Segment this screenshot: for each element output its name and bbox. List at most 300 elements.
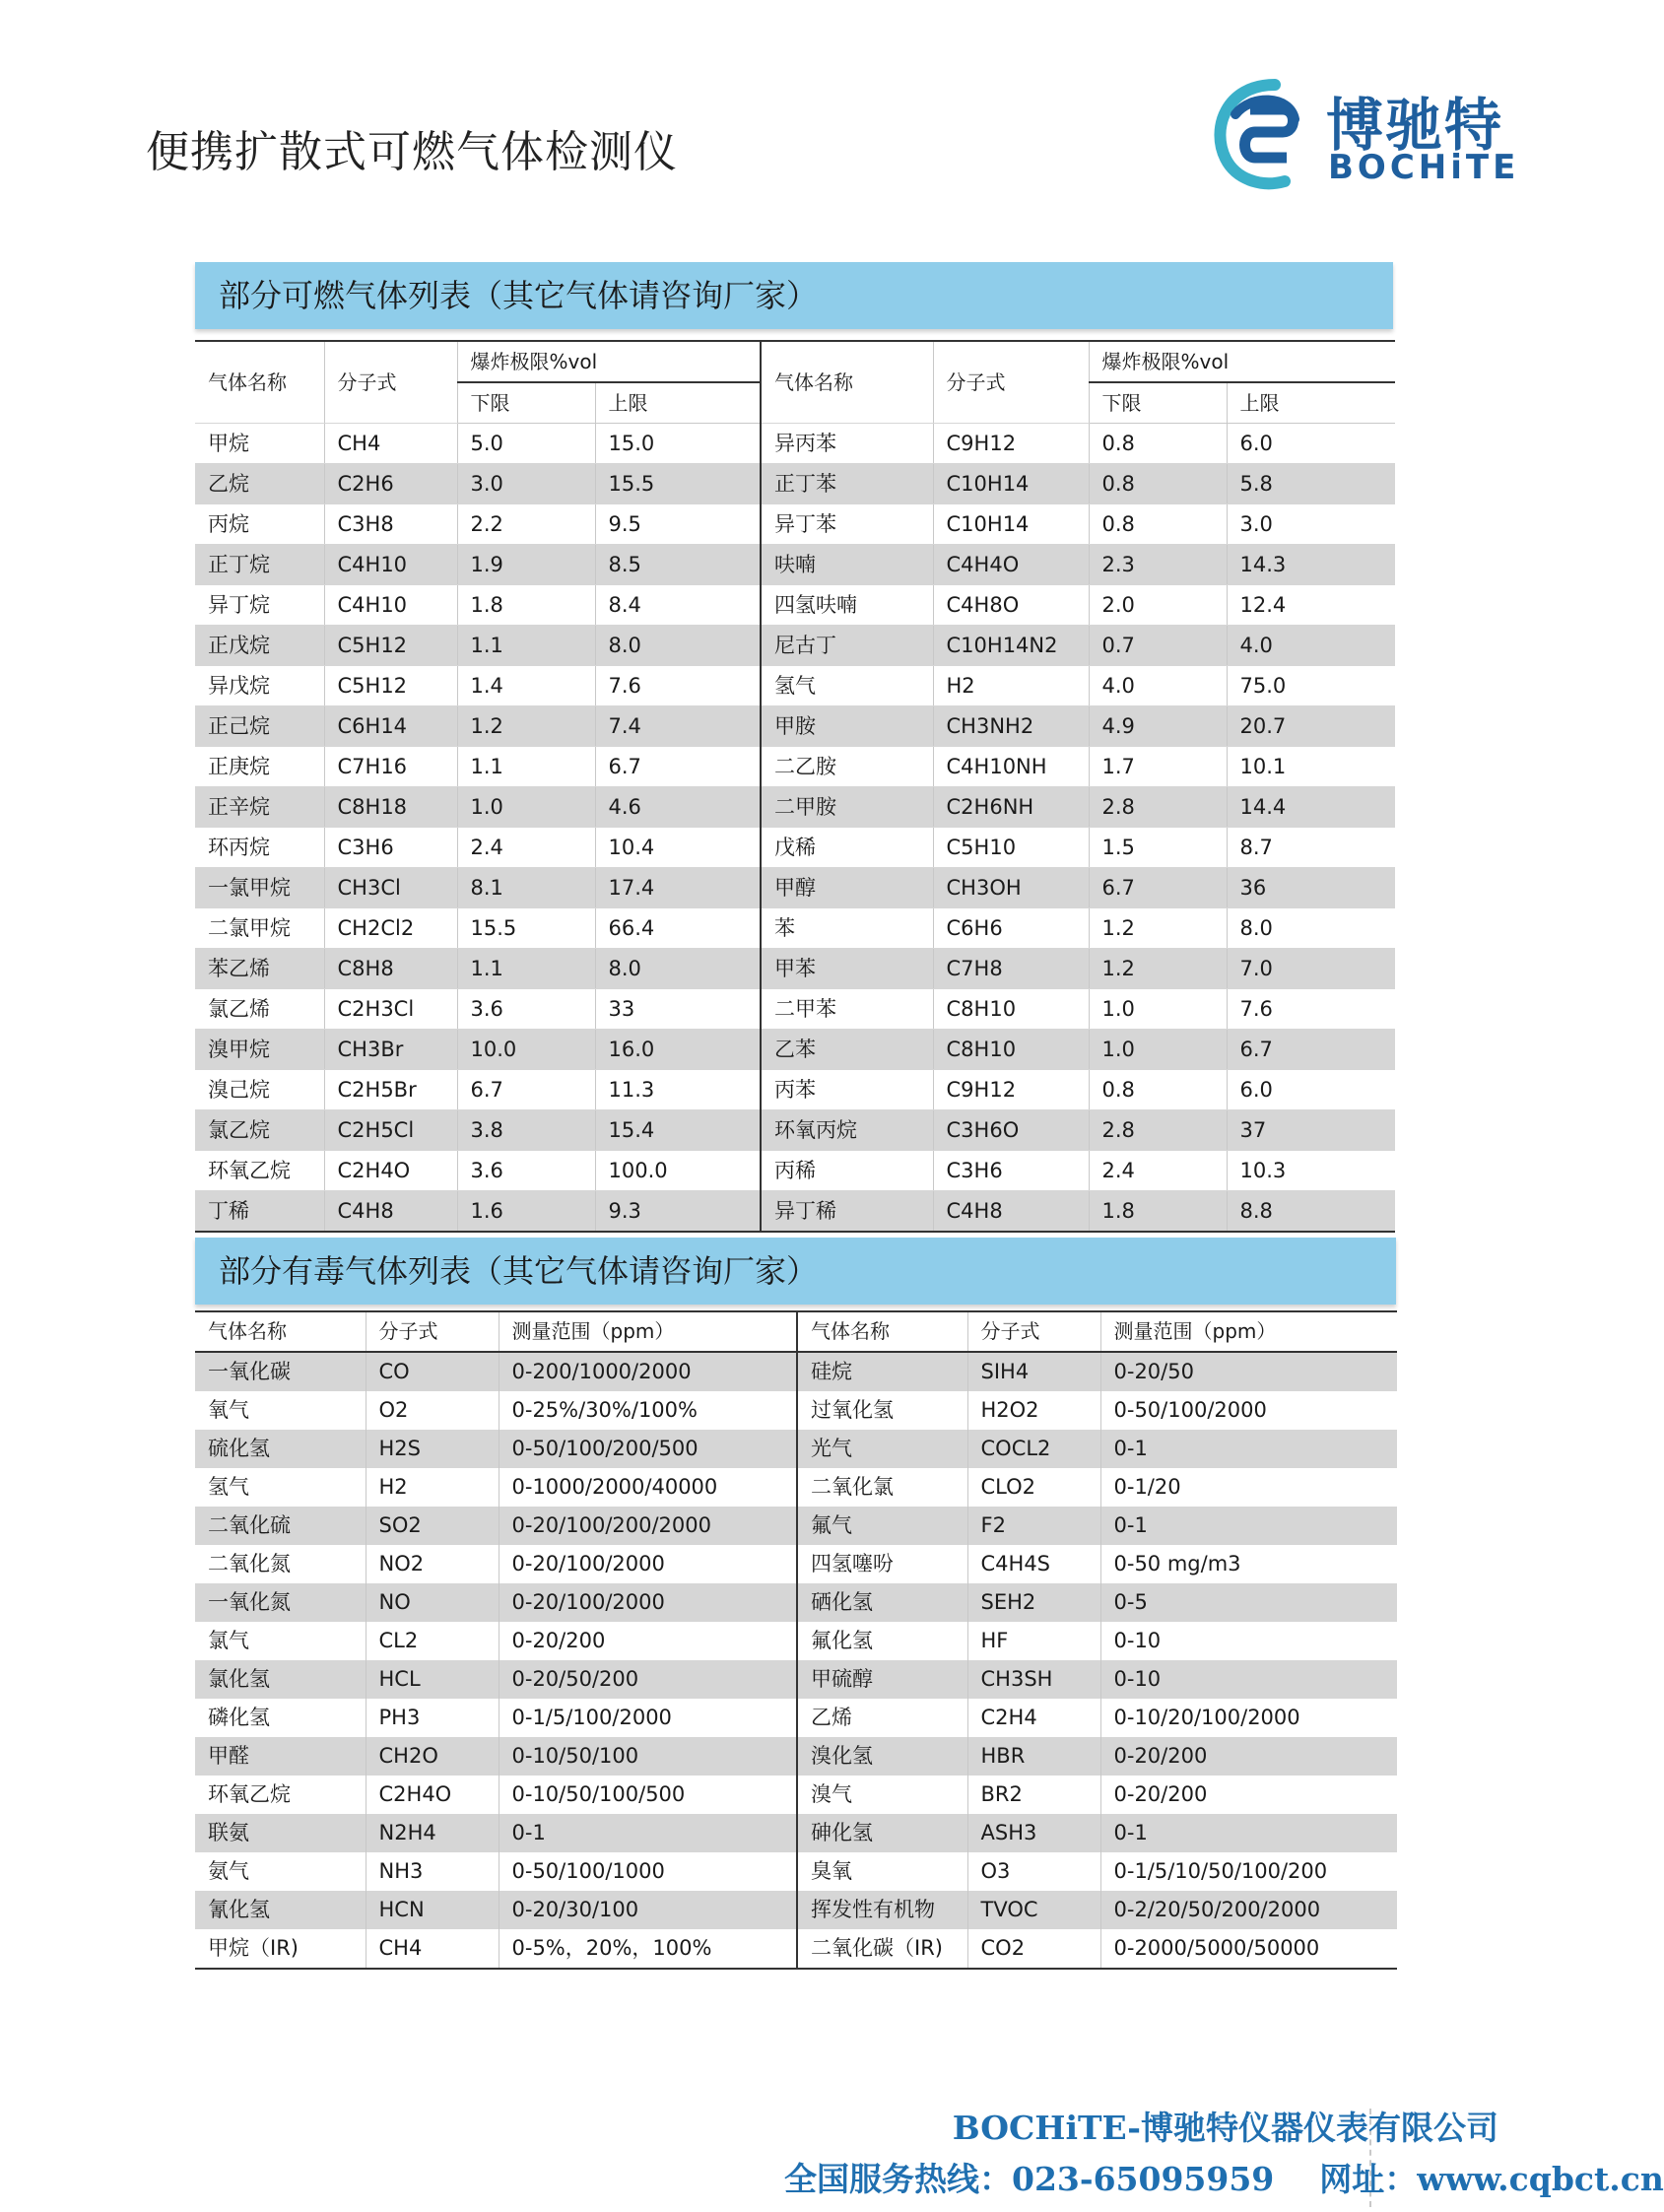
lower-limit-cell: 2.4 bbox=[1089, 1151, 1227, 1191]
upper-limit-cell: 8.8 bbox=[1227, 1191, 1395, 1233]
formula-cell: C10H14N2 bbox=[933, 626, 1089, 666]
footer-company-name: BOCHiTE-博驰特仪器仪表有限公司 bbox=[952, 2109, 1498, 2147]
range-cell: 0-20/100/2000 bbox=[499, 1583, 797, 1622]
range-cell: 0-1/5/100/2000 bbox=[499, 1699, 797, 1737]
lower-limit-cell: 8.1 bbox=[457, 868, 595, 908]
upper-limit-cell: 37 bbox=[1227, 1110, 1395, 1151]
gas-name-cell: 苯 bbox=[761, 908, 933, 949]
formula-cell: C7H8 bbox=[933, 949, 1089, 989]
formula-cell: C3H8 bbox=[324, 504, 457, 545]
range-cell: 0-50/100/1000 bbox=[499, 1852, 797, 1891]
header-formula: 分子式 bbox=[324, 341, 457, 424]
upper-limit-cell: 8.5 bbox=[595, 545, 761, 585]
upper-limit-cell: 11.3 bbox=[595, 1070, 761, 1110]
formula-cell: SO2 bbox=[366, 1507, 499, 1545]
footer-hotline: 全国服务热线：023-65095959 bbox=[784, 2160, 1275, 2198]
upper-limit-cell: 12.4 bbox=[1227, 585, 1395, 626]
upper-limit-cell: 75.0 bbox=[1227, 666, 1395, 706]
upper-limit-cell: 9.5 bbox=[595, 504, 761, 545]
upper-limit-cell: 8.0 bbox=[595, 626, 761, 666]
gas-name-cell: 环丙烷 bbox=[195, 828, 324, 868]
gas-name-cell: 乙苯 bbox=[761, 1030, 933, 1070]
formula-cell: C4H10 bbox=[324, 545, 457, 585]
gas-name-cell: 溴甲烷 bbox=[195, 1030, 324, 1070]
header-upper-limit: 上限 bbox=[595, 382, 761, 424]
gas-name-cell: 硫化氢 bbox=[195, 1430, 366, 1468]
formula-cell: N2H4 bbox=[366, 1814, 499, 1852]
lower-limit-cell: 0.8 bbox=[1089, 464, 1227, 504]
upper-limit-cell: 9.3 bbox=[595, 1191, 761, 1233]
lower-limit-cell: 6.7 bbox=[457, 1070, 595, 1110]
gas-name-cell: 正庚烷 bbox=[195, 747, 324, 787]
formula-cell: CH2O bbox=[366, 1737, 499, 1776]
gas-name-cell: 臭氧 bbox=[797, 1852, 967, 1891]
gas-name-cell: 正丁苯 bbox=[761, 464, 933, 504]
gas-name-cell: 二乙胺 bbox=[761, 747, 933, 787]
range-cell: 0-1 bbox=[1100, 1430, 1397, 1468]
header-gas-name: 气体名称 bbox=[761, 341, 933, 424]
table-row bbox=[195, 949, 1395, 989]
lower-limit-cell: 0.8 bbox=[1089, 424, 1227, 464]
gas-name-cell: 二氧化氯 bbox=[797, 1468, 967, 1507]
table-row bbox=[195, 1583, 1397, 1622]
range-cell: 0-50 mg/m3 bbox=[1113, 1552, 1241, 1575]
gas-name-cell: 甲硫醇 bbox=[797, 1660, 967, 1699]
formula-cell: CH4 bbox=[324, 424, 457, 464]
upper-limit-cell: 15.4 bbox=[595, 1110, 761, 1151]
gas-name-cell: 二氯甲烷 bbox=[195, 908, 324, 949]
lower-limit-cell: 1.0 bbox=[1089, 1030, 1227, 1070]
upper-limit-cell: 8.7 bbox=[1227, 828, 1395, 868]
toxic-gas-table bbox=[195, 1310, 1397, 1970]
range-cell: 0-1/20 bbox=[1113, 1475, 1181, 1499]
lower-limit-cell: 0.8 bbox=[1089, 1070, 1227, 1110]
lower-limit-cell: 4.9 bbox=[1089, 706, 1227, 747]
range-cell: 0-1 bbox=[1100, 1507, 1397, 1545]
gas-name-cell: 联氨 bbox=[195, 1814, 366, 1852]
formula-cell: CL2 bbox=[366, 1622, 499, 1660]
upper-limit-cell: 10.1 bbox=[1227, 747, 1395, 787]
formula-cell: NH3 bbox=[366, 1852, 499, 1891]
range-cell: 0-1 bbox=[1100, 1814, 1397, 1852]
range-cell: 0-2/20/50/200/2000 bbox=[1100, 1891, 1397, 1929]
gas-name-cell: 丁稀 bbox=[195, 1191, 324, 1233]
formula-cell: C5H12 bbox=[324, 626, 457, 666]
gas-name-cell: 四氢噻吩 bbox=[797, 1545, 967, 1583]
footer-contacts bbox=[784, 2154, 1664, 2200]
table-row bbox=[195, 1070, 1395, 1110]
gas-name-cell: 硒化氢 bbox=[797, 1583, 967, 1622]
table-row bbox=[195, 1929, 1397, 1969]
lower-limit-cell: 5.0 bbox=[457, 424, 595, 464]
upper-limit-cell: 4.6 bbox=[595, 787, 761, 828]
formula-cell: H2 bbox=[933, 666, 1089, 706]
formula-cell: HCL bbox=[366, 1660, 499, 1699]
lower-limit-cell: 6.7 bbox=[1089, 868, 1227, 908]
range-cell: 0-20/200 bbox=[1100, 1737, 1397, 1776]
gas-name-cell: 磷化氢 bbox=[195, 1699, 366, 1737]
table-row bbox=[195, 424, 1395, 464]
upper-limit-cell: 16.0 bbox=[595, 1030, 761, 1070]
lower-limit-cell: 1.1 bbox=[457, 747, 595, 787]
formula-cell: COCL2 bbox=[967, 1430, 1100, 1468]
upper-limit-cell: 8.0 bbox=[595, 949, 761, 989]
header-formula: 分子式 bbox=[967, 1311, 1100, 1352]
header-gas-name: 气体名称 bbox=[195, 341, 324, 424]
header-upper-limit: 上限 bbox=[1227, 382, 1395, 424]
range-cell: 0-20/50/200 bbox=[499, 1660, 797, 1699]
lower-limit-cell: 1.9 bbox=[457, 545, 595, 585]
gas-name-cell: 丙稀 bbox=[761, 1151, 933, 1191]
gas-name-cell: 二甲胺 bbox=[761, 787, 933, 828]
gas-name-cell: 乙烷 bbox=[195, 464, 324, 504]
gas-name-cell: 丙苯 bbox=[761, 1070, 933, 1110]
table-row bbox=[195, 1151, 1395, 1191]
gas-name-cell: 溴化氢 bbox=[797, 1737, 967, 1776]
gas-name-cell: 氯化氢 bbox=[195, 1660, 366, 1699]
formula-cell: C2H5Cl bbox=[324, 1110, 457, 1151]
lower-limit-cell: 3.6 bbox=[457, 989, 595, 1030]
table-row bbox=[195, 1030, 1395, 1070]
formula-cell: C10H14 bbox=[933, 504, 1089, 545]
upper-limit-cell: 6.7 bbox=[1227, 1030, 1395, 1070]
formula-cell: C10H14 bbox=[933, 464, 1089, 504]
table-row bbox=[195, 1699, 1397, 1737]
document-title: 便携扩散式可燃气体检测仪 bbox=[146, 127, 678, 177]
lower-limit-cell: 0.7 bbox=[1089, 626, 1227, 666]
upper-limit-cell: 15.5 bbox=[595, 464, 761, 504]
company-logo bbox=[1206, 75, 1531, 193]
lower-limit-cell: 2.2 bbox=[457, 504, 595, 545]
range-cell: 0-20/30/100 bbox=[499, 1891, 797, 1929]
gas-name-cell: 环氧乙烷 bbox=[195, 1151, 324, 1191]
lower-limit-cell: 1.2 bbox=[457, 706, 595, 747]
formula-cell: CH3SH bbox=[967, 1660, 1100, 1699]
table-row bbox=[195, 747, 1395, 787]
gas-name-cell: 二氧化碳（IR) bbox=[797, 1929, 967, 1969]
gas-name-cell: 戊稀 bbox=[761, 828, 933, 868]
formula-cell: PH3 bbox=[366, 1699, 499, 1737]
formula-cell: F2 bbox=[967, 1507, 1100, 1545]
table-row bbox=[195, 1430, 1397, 1468]
range-cell: 0-10/50/100/500 bbox=[499, 1776, 797, 1814]
formula-cell: CO bbox=[366, 1352, 499, 1391]
formula-cell: C3H6 bbox=[933, 1151, 1089, 1191]
table-row bbox=[195, 1891, 1397, 1929]
formula-cell: C4H8O bbox=[933, 585, 1089, 626]
upper-limit-cell: 6.7 bbox=[595, 747, 761, 787]
formula-cell: CH3NH2 bbox=[933, 706, 1089, 747]
lower-limit-cell: 1.5 bbox=[1089, 828, 1227, 868]
gas-name-cell: 环氧丙烷 bbox=[761, 1110, 933, 1151]
formula-cell: C2H3Cl bbox=[324, 989, 457, 1030]
formula-cell: C3H6 bbox=[324, 828, 457, 868]
formula-cell: C5H10 bbox=[933, 828, 1089, 868]
table-row bbox=[195, 1852, 1397, 1891]
table-row bbox=[195, 585, 1395, 626]
gas-name-cell: 甲胺 bbox=[761, 706, 933, 747]
gas-name-cell: 苯乙烯 bbox=[195, 949, 324, 989]
formula-cell: TVOC bbox=[967, 1891, 1100, 1929]
table-row bbox=[195, 1660, 1397, 1699]
gas-name-cell: 氟气 bbox=[797, 1507, 967, 1545]
gas-name-cell: 呋喃 bbox=[761, 545, 933, 585]
logo-chinese-name: 博驰特 bbox=[1326, 92, 1504, 159]
gas-name-cell: 甲烷（IR) bbox=[195, 1929, 366, 1969]
lower-limit-cell: 1.2 bbox=[1089, 908, 1227, 949]
gas-name-cell: 甲醇 bbox=[761, 868, 933, 908]
upper-limit-cell: 14.4 bbox=[1227, 787, 1395, 828]
range-cell: 0-10/50/100 bbox=[499, 1737, 797, 1776]
lower-limit-cell: 4.0 bbox=[1089, 666, 1227, 706]
table-row bbox=[195, 1391, 1397, 1430]
formula-cell: C6H6 bbox=[933, 908, 1089, 949]
gas-name-cell: 氢气 bbox=[761, 666, 933, 706]
formula-cell: C2H4O bbox=[324, 1151, 457, 1191]
table-row bbox=[195, 464, 1395, 504]
combustible-gas-table bbox=[195, 340, 1395, 1233]
gas-name-cell: 光气 bbox=[797, 1430, 967, 1468]
formula-cell: CH3Br bbox=[324, 1030, 457, 1070]
range-cell: 0-5 bbox=[1100, 1583, 1397, 1622]
range-cell: 0-1 bbox=[499, 1814, 797, 1852]
range-cell: 0-10 bbox=[1100, 1660, 1397, 1699]
range-cell: 0-20/200 bbox=[499, 1622, 797, 1660]
formula-cell: C4H4O bbox=[933, 545, 1089, 585]
lower-limit-cell: 15.5 bbox=[457, 908, 595, 949]
gas-name-cell: 甲烷 bbox=[195, 424, 324, 464]
header-measuring-range: 测量范围（ppm） bbox=[499, 1311, 797, 1352]
formula-cell: C4H4S bbox=[967, 1545, 1100, 1583]
formula-cell: NO bbox=[366, 1583, 499, 1622]
lower-limit-cell: 1.8 bbox=[1089, 1191, 1227, 1233]
table-row bbox=[195, 1737, 1397, 1776]
formula-cell: CH3OH bbox=[933, 868, 1089, 908]
gas-name-cell: 尼古丁 bbox=[761, 626, 933, 666]
gas-name-cell: 正丁烷 bbox=[195, 545, 324, 585]
gas-name-cell: 二氧化氮 bbox=[195, 1545, 366, 1583]
upper-limit-cell: 5.8 bbox=[1227, 464, 1395, 504]
range-cell: 0-20/100/2000 bbox=[499, 1545, 797, 1583]
formula-cell: BR2 bbox=[967, 1776, 1100, 1814]
upper-limit-cell: 8.0 bbox=[1227, 908, 1395, 949]
header-formula: 分子式 bbox=[366, 1311, 499, 1352]
formula-cell: SIH4 bbox=[967, 1352, 1100, 1391]
formula-cell: C2H6NH bbox=[933, 787, 1089, 828]
gas-name-cell: 氟化氢 bbox=[797, 1622, 967, 1660]
lower-limit-cell: 1.1 bbox=[457, 949, 595, 989]
upper-limit-cell: 6.0 bbox=[1227, 424, 1395, 464]
header-gas-name: 气体名称 bbox=[797, 1311, 967, 1352]
formula-cell: C8H8 bbox=[324, 949, 457, 989]
formula-cell: C9H12 bbox=[933, 424, 1089, 464]
gas-name-cell: 氰化氢 bbox=[195, 1891, 366, 1929]
table-row bbox=[195, 1507, 1397, 1545]
range-cell: 0-10/20/100/2000 bbox=[1113, 1706, 1300, 1729]
upper-limit-cell: 33 bbox=[595, 989, 761, 1030]
gas-name-cell: 氨气 bbox=[195, 1852, 366, 1891]
lower-limit-cell: 2.0 bbox=[1089, 585, 1227, 626]
upper-limit-cell: 8.4 bbox=[595, 585, 761, 626]
formula-cell: C6H14 bbox=[324, 706, 457, 747]
formula-cell: H2 bbox=[366, 1468, 499, 1507]
gas-name-cell: 过氧化氢 bbox=[797, 1391, 967, 1430]
gas-name-cell: 异丙苯 bbox=[761, 424, 933, 464]
header-explosion-limit: 爆炸极限%vol bbox=[457, 341, 761, 382]
footer-website: 网址：www.cqbct.cn bbox=[1319, 2160, 1664, 2198]
range-cell: 0-10 bbox=[1113, 1629, 1162, 1652]
formula-cell: C4H8 bbox=[324, 1191, 457, 1233]
lower-limit-cell: 1.6 bbox=[457, 1191, 595, 1233]
formula-cell: HBR bbox=[967, 1737, 1100, 1776]
formula-cell: O2 bbox=[366, 1391, 499, 1430]
lower-limit-cell: 3.0 bbox=[457, 464, 595, 504]
gas-name-cell: 氯乙烷 bbox=[195, 1110, 324, 1151]
range-cell: 0-20/200 bbox=[1113, 1782, 1208, 1806]
upper-limit-cell: 36 bbox=[1227, 868, 1395, 908]
formula-cell: C9H12 bbox=[933, 1070, 1089, 1110]
gas-name-cell: 异丁稀 bbox=[761, 1191, 933, 1233]
formula-cell: C8H10 bbox=[933, 989, 1089, 1030]
gas-name-cell: 四氢呋喃 bbox=[761, 585, 933, 626]
upper-limit-cell: 6.0 bbox=[1227, 1070, 1395, 1110]
formula-cell: CLO2 bbox=[967, 1468, 1100, 1507]
lower-limit-cell: 1.2 bbox=[1089, 949, 1227, 989]
table-row bbox=[195, 828, 1395, 868]
table-row bbox=[195, 1468, 1397, 1507]
lower-limit-cell: 1.8 bbox=[457, 585, 595, 626]
header-formula: 分子式 bbox=[933, 341, 1089, 424]
range-cell: 0-20/50 bbox=[1100, 1352, 1397, 1391]
upper-limit-cell: 3.0 bbox=[1227, 504, 1395, 545]
table-row bbox=[195, 1110, 1395, 1151]
gas-name-cell: 氯乙烯 bbox=[195, 989, 324, 1030]
header-explosion-limit: 爆炸极限%vol bbox=[1089, 341, 1395, 382]
upper-limit-cell: 7.6 bbox=[595, 666, 761, 706]
upper-limit-cell: 7.4 bbox=[595, 706, 761, 747]
table-row bbox=[195, 706, 1395, 747]
lower-limit-cell: 1.0 bbox=[457, 787, 595, 828]
gas-name-cell: 氧气 bbox=[195, 1391, 366, 1430]
formula-cell: CO2 bbox=[967, 1929, 1100, 1969]
upper-limit-cell: 15.0 bbox=[595, 424, 761, 464]
table-row bbox=[195, 1776, 1397, 1814]
range-cell: 0-2000/5000/50000 bbox=[1113, 1936, 1320, 1960]
gas-name-cell: 异丁苯 bbox=[761, 504, 933, 545]
formula-cell: CH3Cl bbox=[324, 868, 457, 908]
formula-cell: ASH3 bbox=[967, 1814, 1100, 1852]
gas-name-cell: 一氯甲烷 bbox=[195, 868, 324, 908]
formula-cell: C5H12 bbox=[324, 666, 457, 706]
gas-name-cell: 溴气 bbox=[797, 1776, 967, 1814]
formula-cell: SEH2 bbox=[967, 1583, 1100, 1622]
formula-cell: HCN bbox=[366, 1891, 499, 1929]
table-row bbox=[195, 868, 1395, 908]
upper-limit-cell: 14.3 bbox=[1227, 545, 1395, 585]
formula-cell: CH2Cl2 bbox=[324, 908, 457, 949]
table-row bbox=[195, 1352, 1397, 1391]
range-cell: 0-5%，20%，100% bbox=[499, 1929, 797, 1969]
formula-cell: HF bbox=[967, 1622, 1100, 1660]
formula-cell: C8H18 bbox=[324, 787, 457, 828]
range-cell: 0-20/100/200/2000 bbox=[499, 1507, 797, 1545]
formula-cell: C7H16 bbox=[324, 747, 457, 787]
gas-name-cell: 溴己烷 bbox=[195, 1070, 324, 1110]
gas-name-cell: 二甲苯 bbox=[761, 989, 933, 1030]
gas-name-cell: 正戊烷 bbox=[195, 626, 324, 666]
gas-name-cell: 正辛烷 bbox=[195, 787, 324, 828]
gas-name-cell: 一氧化氮 bbox=[195, 1583, 366, 1622]
table-row bbox=[195, 626, 1395, 666]
formula-cell: C2H4O bbox=[366, 1776, 499, 1814]
formula-cell: C4H8 bbox=[933, 1191, 1089, 1233]
upper-limit-cell: 17.4 bbox=[595, 868, 761, 908]
lower-limit-cell: 1.7 bbox=[1089, 747, 1227, 787]
table-row bbox=[195, 1191, 1395, 1233]
table-row bbox=[195, 989, 1395, 1030]
upper-limit-cell: 20.7 bbox=[1227, 706, 1395, 747]
gas-name-cell: 甲醛 bbox=[195, 1737, 366, 1776]
range-cell: 0-25%/30%/100% bbox=[499, 1391, 797, 1430]
lower-limit-cell: 1.1 bbox=[457, 626, 595, 666]
header-lower-limit: 下限 bbox=[457, 382, 595, 424]
upper-limit-cell: 7.0 bbox=[1227, 949, 1395, 989]
range-cell: 0-50/100/2000 bbox=[1113, 1398, 1267, 1422]
formula-cell: C2H4 bbox=[967, 1699, 1100, 1737]
gas-name-cell: 一氧化碳 bbox=[195, 1352, 366, 1391]
lower-limit-cell: 2.4 bbox=[457, 828, 595, 868]
gas-name-cell: 硅烷 bbox=[797, 1352, 967, 1391]
formula-cell: C2H6 bbox=[324, 464, 457, 504]
lower-limit-cell: 1.4 bbox=[457, 666, 595, 706]
gas-name-cell: 异丁烷 bbox=[195, 585, 324, 626]
header-gas-name: 气体名称 bbox=[195, 1311, 366, 1352]
lower-limit-cell: 3.8 bbox=[457, 1110, 595, 1151]
header-lower-limit: 下限 bbox=[1089, 382, 1227, 424]
formula-cell: NO2 bbox=[366, 1545, 499, 1583]
lower-limit-cell: 2.8 bbox=[1089, 787, 1227, 828]
table-row bbox=[195, 1622, 1397, 1660]
range-cell: 0-200/1000/2000 bbox=[499, 1352, 797, 1391]
lower-limit-cell: 3.6 bbox=[457, 1151, 595, 1191]
upper-limit-cell: 4.0 bbox=[1227, 626, 1395, 666]
formula-cell: C3H6O bbox=[933, 1110, 1089, 1151]
upper-limit-cell: 10.3 bbox=[1227, 1151, 1395, 1191]
lower-limit-cell: 10.0 bbox=[457, 1030, 595, 1070]
formula-cell: H2S bbox=[366, 1430, 499, 1468]
gas-name-cell: 丙烷 bbox=[195, 504, 324, 545]
gas-name-cell: 异戊烷 bbox=[195, 666, 324, 706]
formula-cell: CH4 bbox=[366, 1929, 499, 1969]
table-row bbox=[195, 908, 1395, 949]
table-row bbox=[195, 787, 1395, 828]
table-row bbox=[195, 545, 1395, 585]
formula-cell: O3 bbox=[967, 1852, 1100, 1891]
range-cell: 0-1000/2000/40000 bbox=[499, 1468, 797, 1507]
formula-cell: C4H10NH bbox=[933, 747, 1089, 787]
range-cell: 0-50/100/200/500 bbox=[499, 1430, 797, 1468]
table-row bbox=[195, 1545, 1397, 1583]
combustible-section-title: 部分可燃气体列表（其它气体请咨询厂家） bbox=[195, 262, 1393, 329]
formula-cell: C2H5Br bbox=[324, 1070, 457, 1110]
gas-name-cell: 砷化氢 bbox=[797, 1814, 967, 1852]
lower-limit-cell: 2.3 bbox=[1089, 545, 1227, 585]
header-measuring-range: 测量范围（ppm） bbox=[1100, 1311, 1397, 1352]
range-cell: 0-1/5/10/50/100/200 bbox=[1113, 1859, 1328, 1883]
logo-english-name: BOCHiTE bbox=[1328, 148, 1520, 187]
toxic-section-title: 部分有毒气体列表（其它气体请咨询厂家） bbox=[195, 1238, 1396, 1305]
upper-limit-cell: 66.4 bbox=[595, 908, 761, 949]
